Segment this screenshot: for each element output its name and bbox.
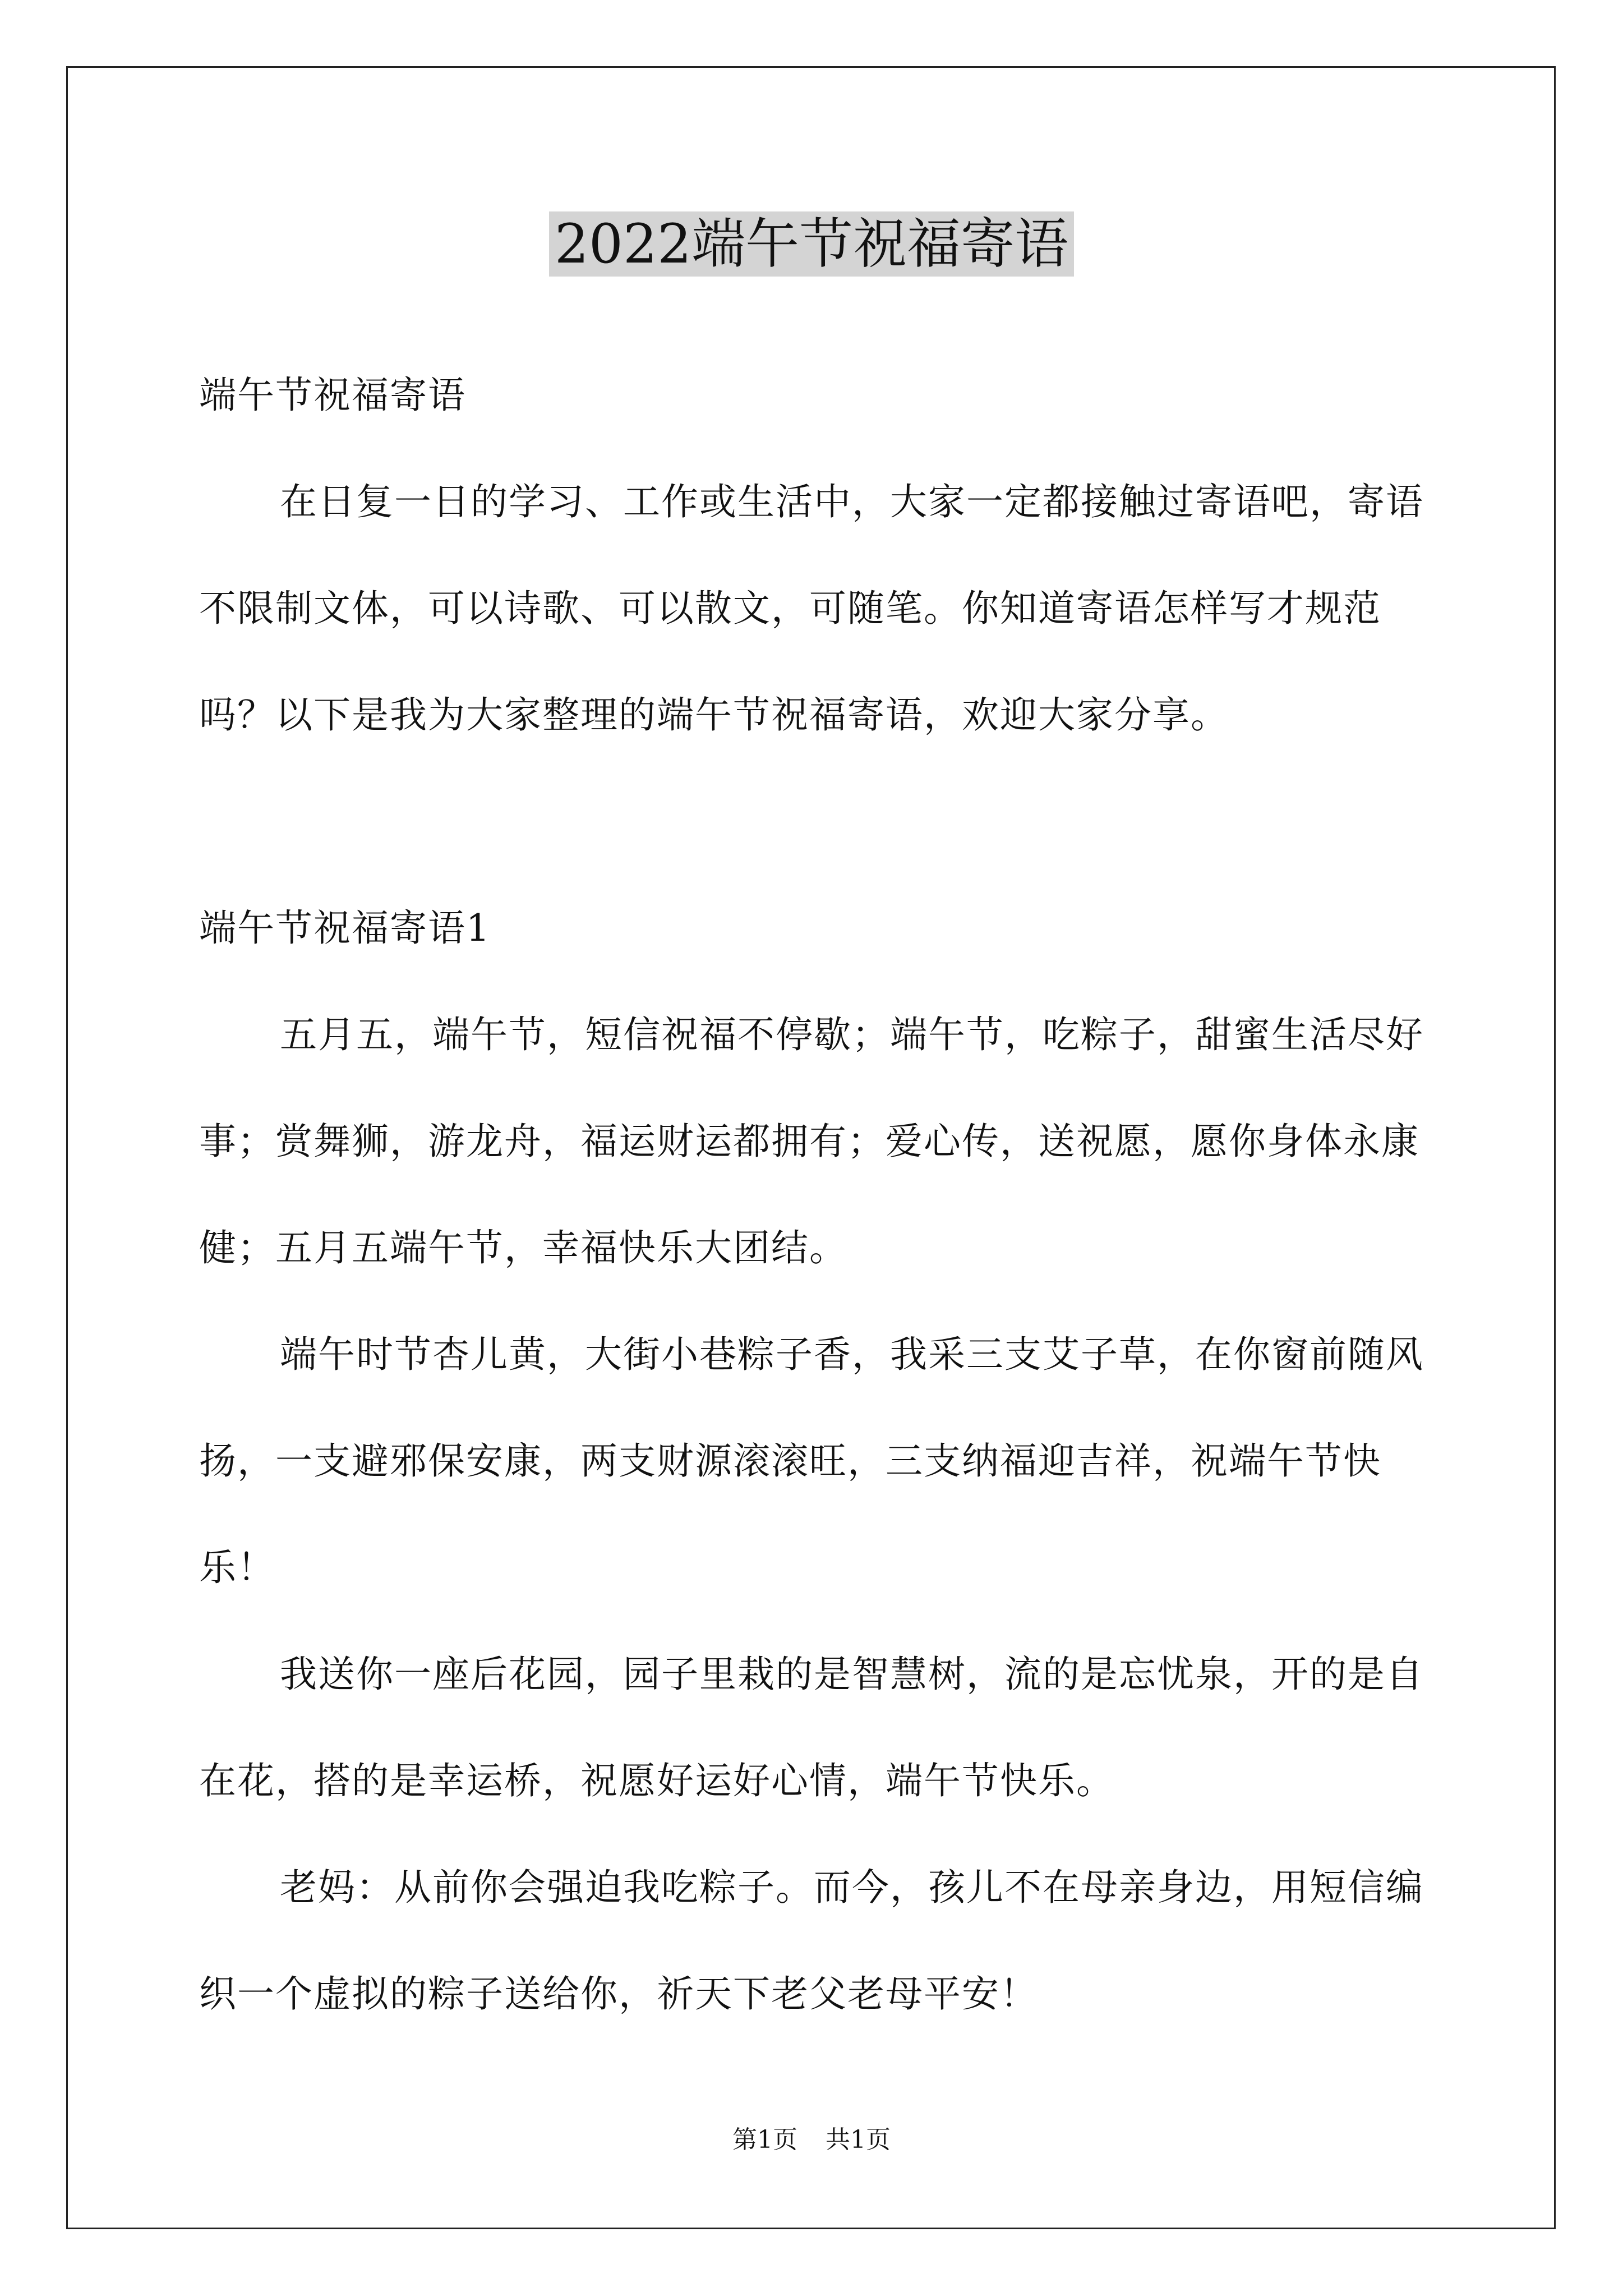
paragraph-3: 我送你一座后花园，园子里栽的是智慧树，流的是忘忧泉，开的是自在花，搭的是幸运桥，祝愿好运好心情，端午节快乐。: [199, 1653, 1424, 1802]
page-number: 第1页: [732, 2125, 797, 2154]
page-footer: [0, 2123, 1623, 2157]
document-title-text: 2022端午节祝福寄语: [549, 211, 1074, 277]
page-total: 共1页: [826, 2125, 891, 2154]
section-heading: 端午节祝福寄语1: [199, 907, 491, 950]
intro-paragraph: 在日复一日的学习、工作或生活中，大家一定都接触过寄语吧，寄语不限制文体，可以诗歌、可以散文，可随笔。你知道寄语怎样写才规范吗？以下是我为大家整理的端午节祝福寄语，欢迎大家分享。: [199, 480, 1424, 737]
paragraph-2: 端午时节杏儿黄，大街小巷粽子香，我采三支艾子草，在你窗前随风扬，一支避邪保安康，两支财源滚滚旺，三支纳福迎吉祥，祝端午节快乐！: [199, 1333, 1424, 1589]
paragraph-1: 五月五，端午节，短信祝福不停歇；端午节，吃粽子，甜蜜生活尽好事；赏舞狮，游龙舟，福运财运都拥有；爱心传，送祝愿，愿你身体永康健；五月五端午节，幸福快乐大团结。: [199, 1013, 1424, 1269]
paragraph-4: 老妈：从前你会强迫我吃粽子。而今，孩儿不在母亲身边，用短信编织一个虚拟的粽子送给你，祈天下老父老母平安！: [199, 1866, 1424, 2016]
document-title: [0, 208, 1623, 280]
document-subtitle: 端午节祝福寄语: [199, 374, 466, 417]
